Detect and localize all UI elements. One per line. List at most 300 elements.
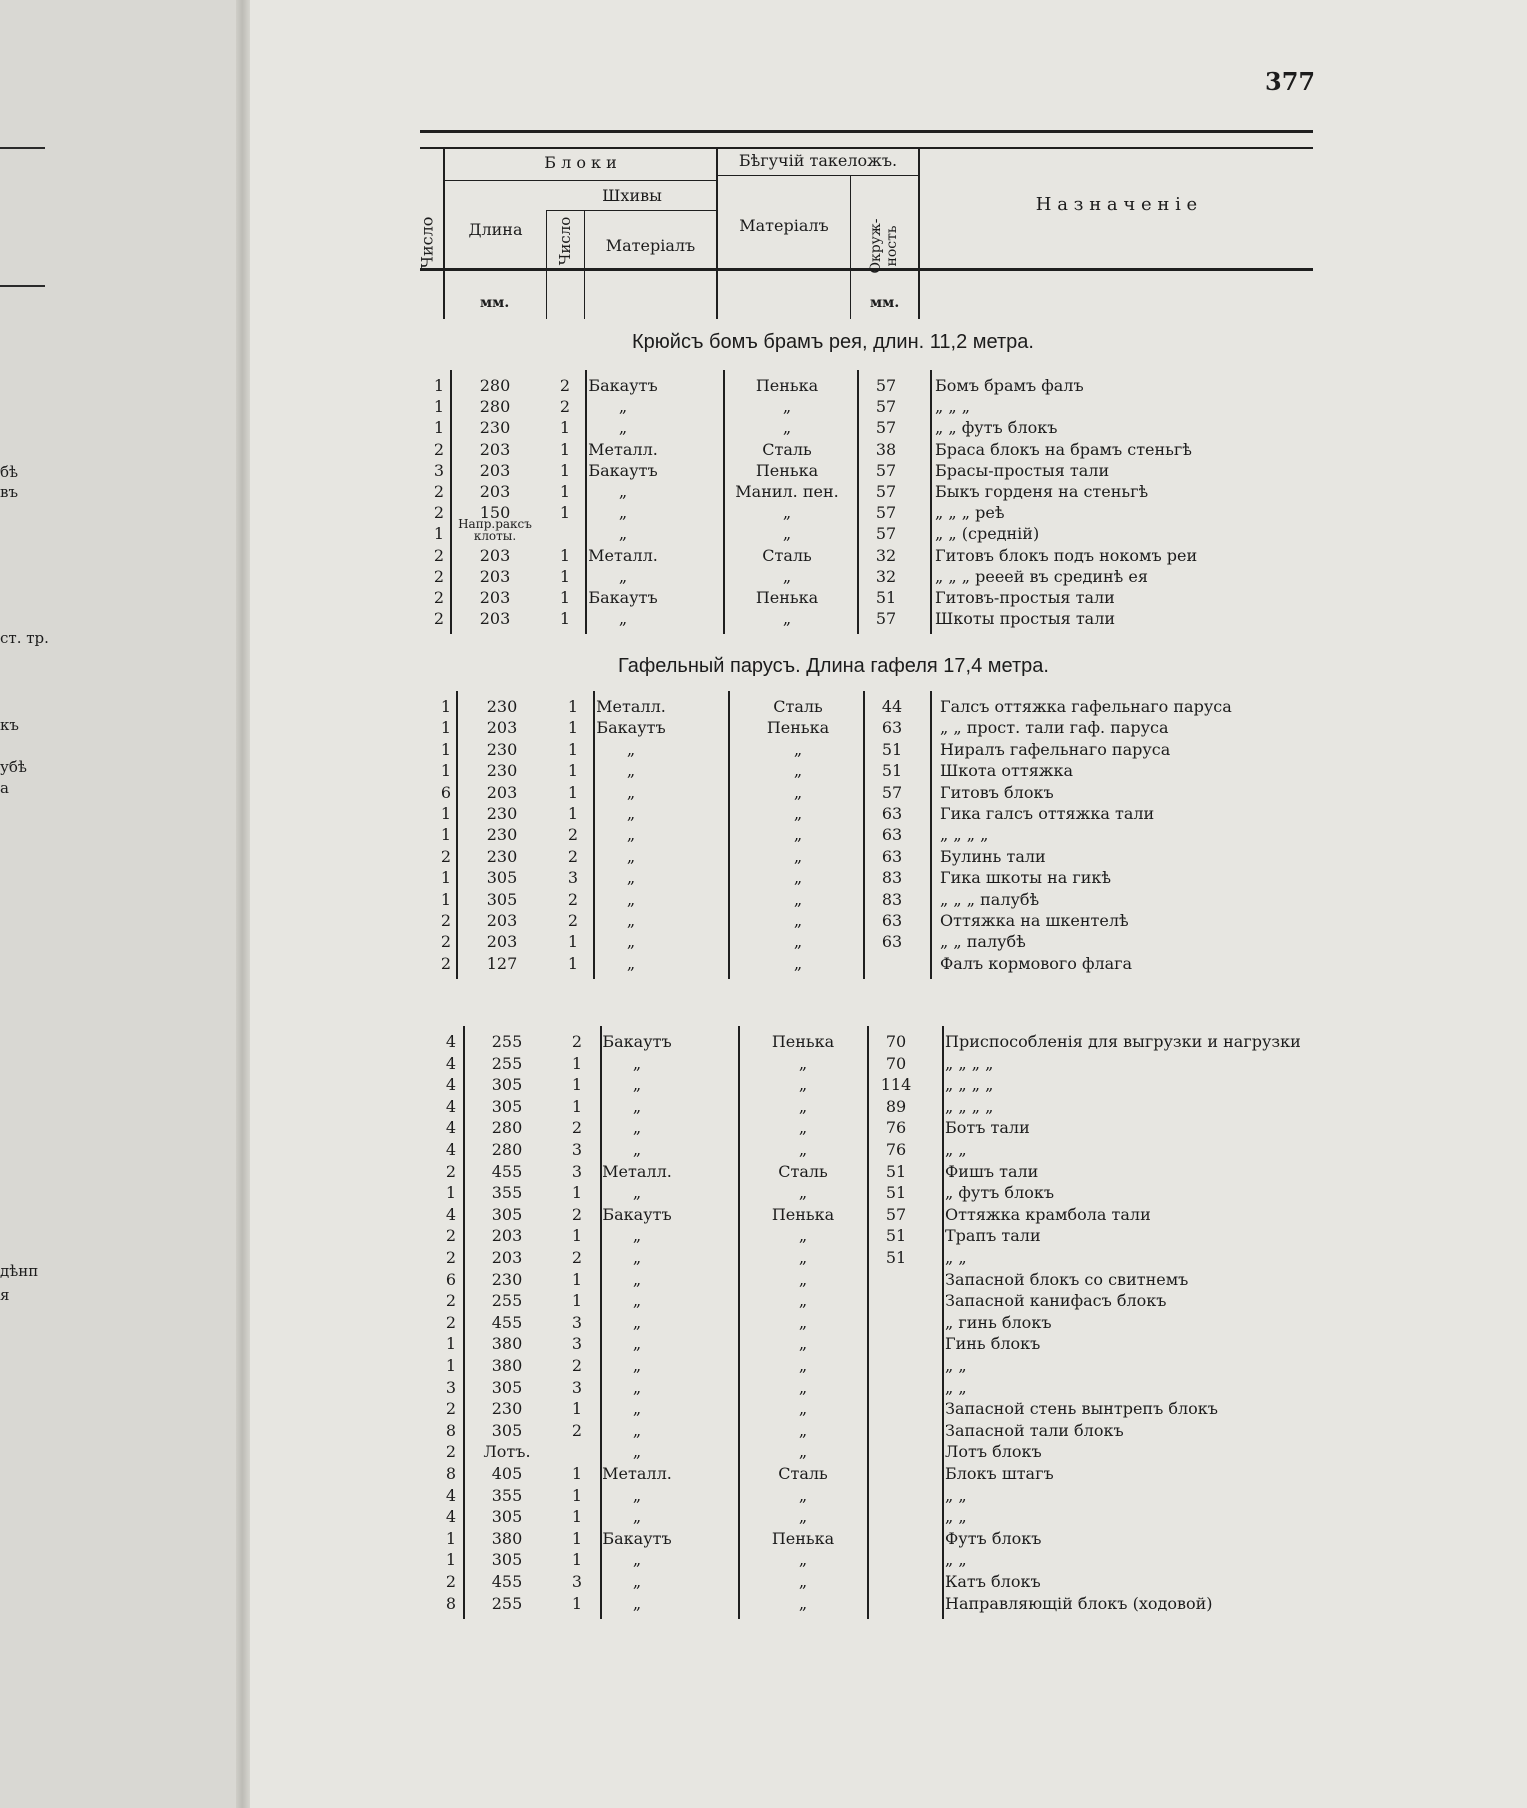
cell-c: 51: [881, 739, 903, 759]
cell-rm: „: [798, 1399, 808, 1419]
cell-c: 51: [885, 1183, 907, 1203]
cell-sn: 2: [571, 1032, 583, 1051]
cell-p: Шкоты простыя тали: [935, 609, 1116, 629]
cell-p: Фишъ тали: [945, 1161, 1039, 1181]
left-page-fragment: я: [0, 1286, 10, 1304]
cell-len: Лотъ.: [483, 1442, 531, 1462]
cell-sm: Бакаутъ: [588, 376, 658, 395]
cell-len: 380: [491, 1528, 523, 1548]
cell-p: Гика шкоты на гикѣ: [940, 868, 1112, 888]
column-rule: [930, 370, 932, 634]
cell-len: 203: [479, 460, 511, 480]
cell-len: 355: [491, 1183, 523, 1203]
col-divider: [546, 210, 547, 319]
cell-c: 57: [875, 503, 897, 523]
cell-n: 4: [445, 1507, 456, 1527]
cell-len: 230: [486, 697, 518, 716]
cell-sn: 1: [571, 1183, 583, 1203]
cell-rm: „: [798, 1053, 808, 1073]
cell-p: Ботъ тали: [945, 1118, 1030, 1138]
cell-len: 280: [479, 376, 511, 395]
cell-sm: „: [632, 1226, 642, 1246]
cell-sm: Металл.: [588, 439, 658, 459]
cell-n: 2: [445, 1248, 456, 1267]
cell-p: „ „ (средній): [935, 524, 1040, 544]
cell-sm: „: [632, 1550, 642, 1570]
cell-c: 57: [875, 524, 897, 544]
cell-len: 203: [479, 566, 511, 586]
cell-sm: „: [632, 1485, 642, 1505]
cell-p: „ „ „: [935, 397, 971, 417]
cell-rm: „: [798, 1118, 808, 1138]
cell-c: 83: [881, 868, 903, 888]
cell-n: 2: [445, 1291, 456, 1311]
cell-rm: „: [798, 1593, 808, 1613]
cell-sn: 2: [567, 889, 579, 909]
cell-c: 83: [881, 889, 903, 909]
cell-c: 63: [881, 804, 903, 823]
col-divider: [918, 149, 920, 319]
cell-sm: „: [626, 739, 636, 759]
cell-sn: 1: [559, 482, 571, 501]
cell-sn: 1: [567, 718, 579, 738]
cell-n: 3: [445, 1377, 456, 1397]
cell-c: 57: [875, 397, 897, 417]
cell-rm: „: [793, 889, 803, 909]
cell-p: „ „: [945, 1356, 967, 1375]
cell-n: 3: [433, 460, 444, 480]
cell-len: 203: [486, 782, 518, 802]
cell-sm: „: [632, 1053, 642, 1073]
cell-c: 114: [880, 1075, 912, 1095]
cell-sn: 1: [571, 1096, 583, 1116]
header-top-rule: [420, 130, 1313, 133]
cell-n: 2: [445, 1572, 456, 1591]
cell-rm: „: [798, 1269, 808, 1289]
cell-sm: „: [626, 911, 636, 930]
cell-len: 305: [491, 1096, 523, 1116]
cell-len: 255: [491, 1593, 523, 1613]
cell-len: 455: [491, 1312, 523, 1332]
left-page-rule: [0, 285, 45, 287]
cell-len: 203: [479, 588, 511, 607]
cell-len: 203: [479, 609, 511, 629]
cell-sn: 3: [571, 1572, 583, 1591]
section-title-mizzen-royal-yard: Крюйсъ бомъ брамъ рея, длин. 11,2 метра.: [632, 331, 1034, 353]
cell-rm: „: [793, 782, 803, 802]
left-page-rule: [0, 147, 45, 149]
cell-n: 2: [445, 1226, 456, 1246]
cell-sm: „: [632, 1118, 642, 1138]
cell-n: 2: [445, 1399, 456, 1419]
cell-sm: „: [632, 1377, 642, 1397]
header-blocks: Б л о к и: [544, 153, 617, 172]
cell-n: 2: [433, 588, 444, 607]
cell-p: „ „: [945, 1248, 967, 1267]
cell-p: Галсъ оттяжка гафельнаго паруса: [940, 697, 1232, 716]
cell-sm: „: [632, 1442, 642, 1462]
cell-len: 150: [479, 503, 511, 523]
cell-n: 1: [440, 718, 451, 738]
cell-sn: 1: [567, 761, 579, 781]
cell-c: 70: [885, 1053, 907, 1073]
cell-sn: 1: [571, 1291, 583, 1311]
cell-n: 1: [433, 397, 444, 417]
cell-rm: „: [798, 1140, 808, 1159]
cell-sm: „: [632, 1140, 642, 1159]
cell-p: Футъ блокъ: [945, 1528, 1042, 1548]
cell-n: 2: [440, 932, 451, 952]
cell-sm: „: [626, 889, 636, 909]
cell-n: 2: [433, 609, 444, 629]
cell-p: Шкота оттяжка: [940, 761, 1074, 781]
cell-sn: 3: [571, 1334, 583, 1354]
cell-c: 63: [881, 846, 903, 866]
cell-p: „ футъ блокъ: [945, 1183, 1055, 1203]
cell-sn: 1: [567, 932, 579, 952]
cell-c: 57: [881, 782, 903, 802]
cell-sm: Бакаутъ: [596, 718, 666, 738]
cell-rm: „: [793, 953, 803, 973]
cell-sm: „: [618, 482, 628, 501]
cell-sn: 2: [559, 376, 571, 395]
cell-sn: 1: [571, 1053, 583, 1073]
cell-sm: „: [618, 418, 628, 438]
cell-sn: 1: [571, 1485, 583, 1505]
header-circumference: Окруж-ность: [868, 218, 900, 274]
cell-len: 203: [486, 911, 518, 930]
cell-n: 1: [445, 1550, 456, 1570]
cell-p: „ „: [945, 1485, 967, 1505]
header-rigging-material: Матеріалъ: [739, 216, 829, 235]
cell-p: „ „ „ „: [945, 1053, 994, 1073]
cell-n: 1: [440, 697, 451, 716]
cell-n: 6: [440, 782, 451, 802]
cell-c: 51: [885, 1226, 907, 1246]
cell-sn: 1: [567, 739, 579, 759]
cell-rm: Пенька: [766, 718, 830, 738]
left-page-fragment: бѣ: [0, 463, 19, 481]
cell-p: Направляющій блокъ (ходовой): [945, 1593, 1213, 1613]
cell-sm: „: [618, 524, 628, 544]
cell-len: 455: [491, 1572, 523, 1591]
cell-sm: Бакаутъ: [602, 1032, 672, 1051]
cell-sn: 1: [571, 1550, 583, 1570]
cell-len: 203: [491, 1226, 523, 1246]
cell-sn: 1: [571, 1399, 583, 1419]
cell-rm: Пенька: [771, 1528, 835, 1548]
cell-len: 455: [491, 1161, 523, 1181]
header-count: Число: [417, 216, 437, 269]
cell-sm: „: [618, 503, 628, 523]
cell-sm: „: [632, 1356, 642, 1375]
cell-n: 1: [440, 761, 451, 781]
cell-rm: „: [798, 1183, 808, 1203]
cell-len: 305: [486, 868, 518, 888]
cell-len: 255: [491, 1032, 523, 1051]
cell-p: „ „ „ „: [945, 1075, 994, 1095]
cell-c: 57: [875, 460, 897, 480]
cell-sm: „: [626, 868, 636, 888]
cell-rm: Пенька: [771, 1032, 835, 1051]
cell-rm: „: [798, 1356, 808, 1375]
cell-sn: 1: [571, 1593, 583, 1613]
cell-len: 305: [491, 1075, 523, 1095]
cell-rm: „: [793, 825, 803, 845]
cell-sm: „: [626, 782, 636, 802]
cell-len: 255: [491, 1291, 523, 1311]
cell-n: 2: [433, 566, 444, 586]
cell-sn: 2: [567, 911, 579, 930]
cell-rm: Манил. пен.: [735, 482, 839, 501]
cell-c: 32: [875, 566, 897, 586]
cell-p: Бомъ брамъ фалъ: [935, 376, 1084, 395]
cell-rm: „: [793, 761, 803, 781]
cell-len: 203: [486, 932, 518, 952]
cell-rm: „: [793, 739, 803, 759]
cell-len: 305: [491, 1507, 523, 1527]
cell-len: 127: [486, 953, 518, 973]
header-top-rule-2: [420, 147, 1313, 149]
cell-sn: 1: [559, 418, 571, 438]
cell-sm: „: [626, 953, 636, 973]
cell-p: „ „: [945, 1550, 967, 1570]
cell-n: 4: [445, 1032, 456, 1051]
cell-len: 280: [479, 397, 511, 417]
cell-len: 280: [491, 1118, 523, 1138]
cell-p: „ „ „ „: [940, 825, 989, 845]
cell-n: 8: [445, 1593, 456, 1613]
cell-p: Брасы-простыя тали: [935, 460, 1110, 480]
cell-p: „ „ „ „: [945, 1096, 994, 1116]
cell-p: Быкъ горденя на стеньгѣ: [935, 482, 1149, 501]
cell-c: 44: [881, 697, 903, 716]
cell-rm: „: [798, 1096, 808, 1116]
cell-len: 230: [491, 1269, 523, 1289]
cell-len: 380: [491, 1356, 523, 1375]
cell-len: 280: [491, 1140, 523, 1159]
cell-len: 203: [479, 545, 511, 565]
left-page-margin: [0, 0, 242, 1808]
cell-rm: „: [793, 846, 803, 866]
cell-sn: 2: [571, 1204, 583, 1224]
cell-rm: Пенька: [755, 460, 819, 480]
cell-p: Трапъ тали: [945, 1226, 1041, 1246]
cell-rm: „: [793, 932, 803, 952]
cell-rm: Пенька: [755, 376, 819, 395]
cell-sm: „: [632, 1312, 642, 1332]
cell-sm: Бакаутъ: [602, 1528, 672, 1548]
cell-p: „ „ „ реѣ: [935, 503, 1005, 523]
cell-p: Катъ блокъ: [945, 1572, 1041, 1591]
cell-rm: „: [793, 868, 803, 888]
cell-c: 32: [875, 545, 897, 565]
cell-n: 8: [445, 1464, 456, 1483]
cell-rm: „: [798, 1334, 808, 1354]
cell-sn: 1: [559, 439, 571, 459]
cell-sn: 1: [567, 697, 579, 716]
cell-n: 8: [445, 1420, 456, 1440]
cell-rm: „: [793, 804, 803, 823]
cell-n: 2: [440, 911, 451, 930]
cell-len: 230: [479, 418, 511, 438]
cell-rm: „: [798, 1420, 808, 1440]
cell-n: 1: [445, 1356, 456, 1375]
cell-c: 51: [881, 761, 903, 781]
cell-c: 63: [881, 825, 903, 845]
cell-c: 76: [885, 1118, 907, 1138]
cell-len: 305: [486, 889, 518, 909]
cell-c: 63: [881, 718, 903, 738]
cell-sn: 3: [571, 1377, 583, 1397]
cell-p: „ „ палубѣ: [940, 932, 1026, 952]
cell-n: 1: [445, 1334, 456, 1354]
cell-len: 203: [479, 482, 511, 501]
cell-sn: 2: [571, 1118, 583, 1138]
cell-len: 230: [486, 846, 518, 866]
cell-p: Гитовъ-простыя тали: [935, 588, 1115, 607]
cell-c: 89: [885, 1096, 907, 1116]
cell-len: 203: [486, 718, 518, 738]
cell-c: 57: [875, 418, 897, 438]
cell-c: 57: [875, 482, 897, 501]
cell-sm: Металл.: [596, 697, 666, 716]
cell-p: „ „: [945, 1507, 967, 1527]
cell-n: 2: [445, 1442, 456, 1462]
cell-sn: 1: [559, 545, 571, 565]
left-page-fragment: ст. тр.: [0, 629, 49, 647]
cell-c: 70: [885, 1032, 907, 1051]
cell-len: 230: [486, 761, 518, 781]
cell-rm: „: [798, 1485, 808, 1505]
cell-rm: „: [782, 566, 792, 586]
cell-c: 57: [885, 1204, 907, 1224]
cell-rm: „: [798, 1377, 808, 1397]
cell-c: 57: [875, 376, 897, 395]
header-sheave-count: Число: [556, 216, 574, 266]
cell-c: 63: [881, 911, 903, 930]
cell-n: 1: [440, 868, 451, 888]
cell-len: 203: [491, 1248, 523, 1267]
cell-n: 1: [433, 418, 444, 438]
cell-sm: „: [632, 1291, 642, 1311]
cell-rm: „: [782, 418, 792, 438]
cell-rm: „: [798, 1572, 808, 1591]
cell-sn: 3: [571, 1312, 583, 1332]
cell-sn: 1: [559, 566, 571, 586]
column-rule: [942, 1026, 944, 1619]
cell-p: Гика галсъ оттяжка тали: [940, 804, 1155, 823]
cell-c: 51: [885, 1248, 907, 1267]
cell-p: Фалъ кормового флага: [940, 953, 1133, 973]
blocks-group-rule: [443, 180, 718, 181]
left-page-fragment: а: [0, 779, 9, 797]
cell-rm: „: [782, 524, 792, 544]
cell-sm: „: [632, 1572, 642, 1591]
cell-sn: 1: [559, 588, 571, 607]
cell-rm: „: [793, 911, 803, 930]
cell-rm: „: [798, 1226, 808, 1246]
cell-sm: „: [618, 609, 628, 629]
rigging-group-rule: [718, 175, 918, 176]
cell-p: Запасной блокъ со свитнемъ: [945, 1269, 1189, 1289]
cell-rm: „: [798, 1075, 808, 1095]
cell-n: 4: [445, 1204, 456, 1224]
cell-sm: „: [632, 1507, 642, 1527]
cell-n: 2: [445, 1312, 456, 1332]
cell-p: Лотъ блокъ: [945, 1442, 1042, 1462]
cell-p: Запасной стень вынтрепъ блокъ: [945, 1399, 1218, 1419]
cell-sm: „: [618, 397, 628, 417]
cell-len: 305: [491, 1204, 523, 1224]
cell-sm: „: [632, 1183, 642, 1203]
cell-n: 4: [445, 1075, 456, 1095]
cell-p: Приспособленія для выгрузки и нагрузки: [945, 1032, 1301, 1051]
unit-length: мм.: [480, 295, 510, 311]
header-sheave-material: Матеріалъ: [605, 236, 696, 255]
cell-sn: 1: [571, 1507, 583, 1527]
cell-len: 305: [491, 1377, 523, 1397]
header-sheaves: Шхивы: [602, 186, 662, 205]
cell-sm: Бакаутъ: [588, 588, 658, 607]
col-divider: [584, 210, 585, 319]
cell-sm: „: [626, 761, 636, 781]
cell-len: 203: [479, 439, 511, 459]
cell-sn: 3: [567, 868, 579, 888]
cell-n: 2: [440, 953, 451, 973]
cell-rm: „: [798, 1550, 808, 1570]
cell-n: 2: [433, 503, 444, 523]
cell-len: 355: [491, 1485, 523, 1505]
cell-p: Запасной канифасъ блокъ: [945, 1291, 1167, 1311]
cell-n: 6: [445, 1269, 456, 1289]
cell-n: 2: [433, 439, 444, 459]
cell-sn: 1: [571, 1464, 583, 1483]
cell-c: 38: [875, 439, 897, 459]
sheaves-group-rule: [546, 210, 718, 211]
section-title-gaff-sail: Гафельный парусъ. Длина гафеля 17,4 метра.: [618, 655, 1049, 677]
cell-rm: Пенька: [755, 588, 819, 607]
cell-p: Гитовъ блокъ подъ нокомъ реи: [935, 545, 1198, 565]
cell-p: „ „ прост. тали гаф. паруса: [940, 718, 1169, 738]
cell-n: 1: [440, 825, 451, 845]
cell-rm: Сталь: [762, 439, 812, 459]
cell-sn: 1: [567, 782, 579, 802]
cell-sn: 1: [559, 503, 571, 523]
cell-rm: „: [798, 1291, 808, 1311]
cell-sn: 1: [571, 1269, 583, 1289]
cell-p: Булинь тали: [940, 846, 1046, 866]
cell-rm: „: [782, 397, 792, 417]
cell-len: 230: [486, 804, 518, 823]
cell-sm: „: [632, 1248, 642, 1267]
cell-sm: Металл.: [602, 1161, 672, 1181]
cell-n: 2: [433, 482, 444, 501]
cell-p: Оттяжка на шкентелѣ: [940, 911, 1129, 930]
cell-sn: 2: [559, 397, 571, 417]
cell-sm: Металл.: [602, 1464, 672, 1483]
header-bottom-rule: [420, 268, 1313, 271]
cell-len: 305: [491, 1550, 523, 1570]
cell-p: „ гинь блокъ: [945, 1312, 1052, 1332]
cell-rm: „: [798, 1507, 808, 1527]
cell-sn: 3: [571, 1140, 583, 1159]
cell-rm: Сталь: [773, 697, 823, 716]
cell-sn: 1: [571, 1075, 583, 1095]
cell-p: Браса блокъ на брамъ стеньгѣ: [935, 439, 1192, 459]
cell-p: „ „: [945, 1377, 967, 1397]
cell-len: 305: [491, 1420, 523, 1440]
